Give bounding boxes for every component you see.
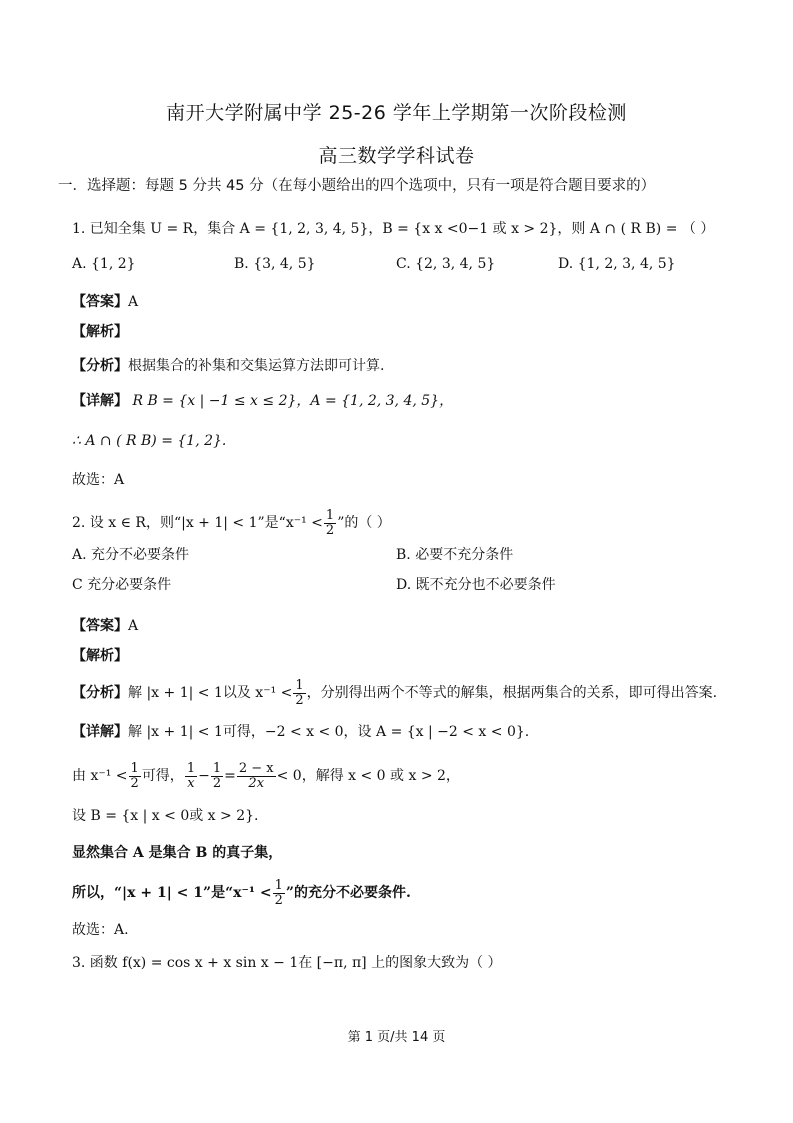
q2-stem-post: ”的（ ） (337, 515, 391, 531)
fenxi-fraction (293, 679, 305, 708)
q2-option-b: B. 必要不充分条件 (396, 547, 514, 563)
q3-stem: 3. 函数 f(x) = cos x + x sin x − 1在 [−π, π] 上的图象大致为（ ） (72, 955, 502, 971)
detail-text: 解 |x + 1| < 1可得，−2 < x < 0，设 A = {x | −2 < x < 0}. (128, 724, 530, 740)
fenxi-post: ，分别得出两个不等式的解集，根据两集合的关系，即可得出答案. (306, 685, 718, 701)
q2-options-row1 (72, 544, 743, 566)
so-post: ”的充分不必要条件. (285, 885, 411, 901)
q2-fenxi (72, 675, 743, 711)
q2-options-row2 (72, 574, 743, 596)
q2-answer (72, 616, 743, 636)
frac-numerator: 1 (212, 760, 222, 776)
frac-denominator: 2 (212, 775, 222, 791)
frac-denominator: x (187, 775, 195, 791)
fenxi-pre: 解 |x + 1| < 1以及 x⁻¹ < (128, 685, 293, 701)
frac-numerator: 1 (186, 760, 196, 776)
exam-title: 南开大学附属中学 25-26 学年上学期第一次阶段检测 (166, 102, 627, 124)
step2-post: < 0，解得 x < 0 或 x > 2， (276, 768, 460, 784)
step2-pre: 由 x⁻¹ < (72, 768, 128, 784)
q2-option-c: C 充分必要条件 (72, 577, 172, 593)
step2-frac-2x (237, 762, 276, 791)
exam-subtitle: 高三数学学科试卷 (318, 145, 475, 167)
step2-equals: = (224, 768, 236, 784)
detail-text: R B = {x | −1 ≤ x ≤ 2}，A = {1, 2, 3, 4, 5}， (128, 393, 454, 409)
step2-frac-half (129, 762, 141, 791)
q2-stem-pre: 2. 设 x ∈ R，则“|x + 1| < 1”是“x⁻¹ < (72, 515, 323, 531)
q2-fraction (324, 509, 336, 538)
q2-setB: 设 B = {x | x < 0或 x > 2}. (72, 808, 259, 824)
frac-denominator: 2x (248, 775, 265, 791)
q2-stem (72, 505, 743, 541)
q1-analysis-tag (72, 322, 743, 342)
q1-detail (72, 391, 743, 411)
answer-tag: 【答案】 (72, 618, 128, 634)
q2-option-a: A. 充分不必要条件 (72, 547, 190, 563)
frac-denominator: 2 (274, 892, 283, 908)
frac-numerator: 1 (274, 877, 283, 893)
detail-tag: 【详解】 (72, 724, 128, 740)
q2-obvious: 显然集合 A 是集合 B 的真子集， (72, 845, 283, 861)
answer-value: A (128, 294, 139, 310)
step2-minus: − (198, 768, 210, 784)
fenxi-text: 根据集合的补集和交集运算方法即可计算. (128, 358, 385, 374)
section-heading: 一．选择题：每题 5 分共 45 分（在每小题给出的四个选项中，只有一项是符合题目要求的） (58, 178, 656, 194)
q2-choose: 故选：A. (72, 922, 129, 938)
analysis-tag: 【解析】 (72, 324, 128, 340)
q2-detail (72, 722, 743, 742)
fenxi-tag: 【分析】 (72, 358, 128, 374)
frac-numerator: 1 (295, 677, 304, 693)
q1-option-a: A. {1, 2} (72, 256, 136, 272)
step2-frac-1x (185, 762, 197, 791)
page-footer: 第 1 页/共 14 页 (347, 1030, 446, 1045)
step2-frac-half-2 (211, 762, 223, 791)
frac-numerator: 1 (130, 760, 139, 776)
analysis-tag: 【解析】 (72, 648, 128, 664)
q1-therefore: ∴ A ∩ ( R B) = {1, 2}. (72, 433, 227, 449)
frac-denominator: 2 (325, 522, 335, 538)
answer-value: A (128, 618, 139, 634)
q1-option-b: B. {3, 4, 5} (234, 256, 316, 272)
fenxi-tag: 【分析】 (72, 685, 128, 701)
frac-numerator: 2 − x (238, 760, 274, 776)
q1-option-d: D. {1, 2, 3, 4, 5} (558, 256, 676, 272)
q2-so (72, 873, 743, 913)
frac-numerator: 1 (325, 507, 335, 523)
q1-fenxi (72, 356, 743, 376)
step2-mid1: 可得， (141, 768, 184, 784)
q1-stem: 1. 已知全集 U = R，集合 A = {1, 2, 3, 4, 5}，B = {x x <0−1 或 x > 2}，则 A ∩ ( R B) = （ ） (72, 221, 715, 237)
frac-denominator: 2 (295, 692, 304, 708)
q2-option-d: D. 既不充分也不必要条件 (396, 577, 556, 593)
q2-analysis-tag (72, 646, 743, 666)
answer-tag: 【答案】 (72, 294, 128, 310)
q1-choose: 故选：A (72, 472, 125, 488)
so-pre: 所以，“|x + 1| < 1”是“x⁻¹ < (72, 885, 272, 901)
frac-denominator: 2 (130, 775, 139, 791)
q1-option-c: C. {2, 3, 4, 5} (396, 256, 496, 272)
detail-tag: 【详解】 (72, 393, 128, 409)
q2-step2 (72, 756, 743, 796)
q1-answer (72, 292, 743, 312)
so-fraction (273, 879, 285, 908)
q1-options (72, 256, 743, 278)
